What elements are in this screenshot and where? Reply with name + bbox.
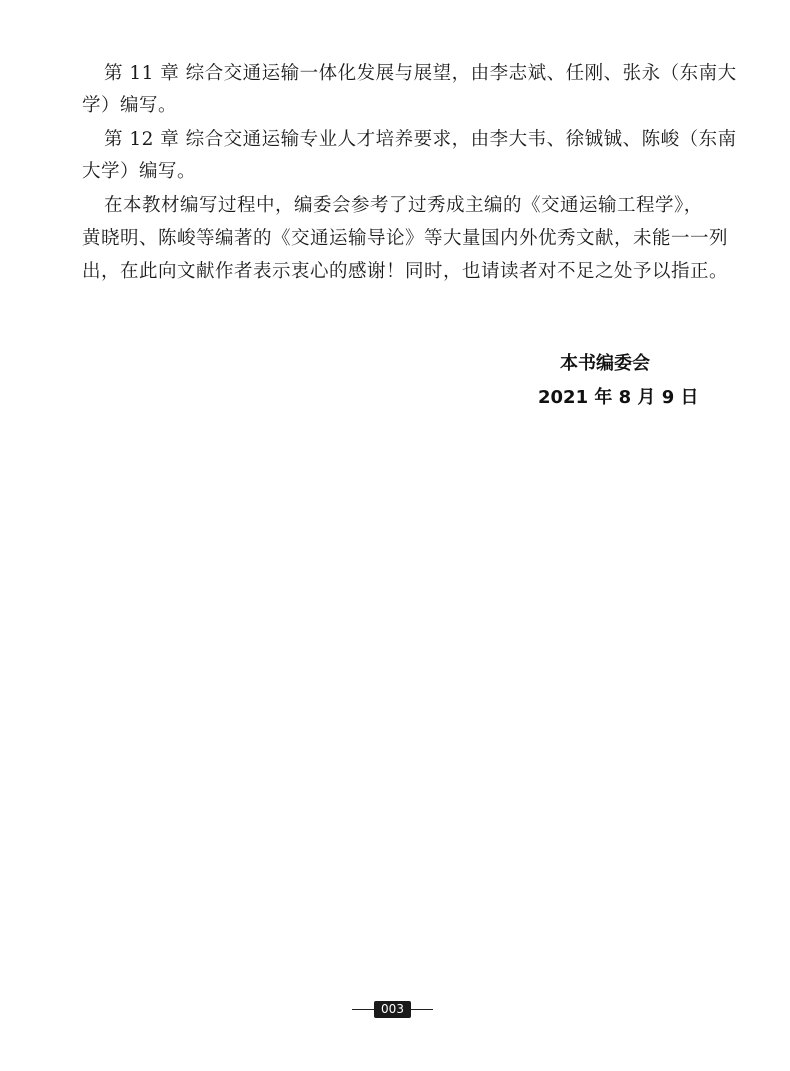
footer-rule-right (411, 1009, 433, 1010)
paragraph-chapter-12-line-2: 大学）编写。 (82, 161, 197, 182)
paragraph-chapter-11-line-2: 学）编写。 (82, 95, 178, 116)
footer-rule-left (352, 1009, 374, 1010)
paragraph-chapter-11-line-1: 第 11 章 综合交通运输一体化发展与展望，由李志斌、任刚、张永（东南大 (104, 63, 737, 84)
page-number: 003 (374, 1001, 411, 1018)
paragraph-acknowledgement-line-2: 黄晓明、陈峻等编著的《交通运输导论》等大量国内外优秀文献，未能一一列 (82, 228, 729, 249)
page-footer (0, 1000, 790, 1020)
signature-date: 2021 年 8 月 9 日 (538, 387, 699, 408)
paragraph-chapter-12-line-1: 第 12 章 综合交通运输专业人才培养要求，由李大韦、徐铖铖、陈峻（东南 (104, 129, 737, 150)
paragraph-acknowledgement-line-1: 在本教材编写过程中，编委会参考了过秀成主编的《交通运输工程学》， (104, 195, 703, 216)
paragraph-acknowledgement-line-3: 出，在此向文献作者表示衷心的感谢！同时，也请读者对不足之处予以指正。 (82, 261, 729, 282)
signature-committee: 本书编委会 (560, 353, 650, 374)
